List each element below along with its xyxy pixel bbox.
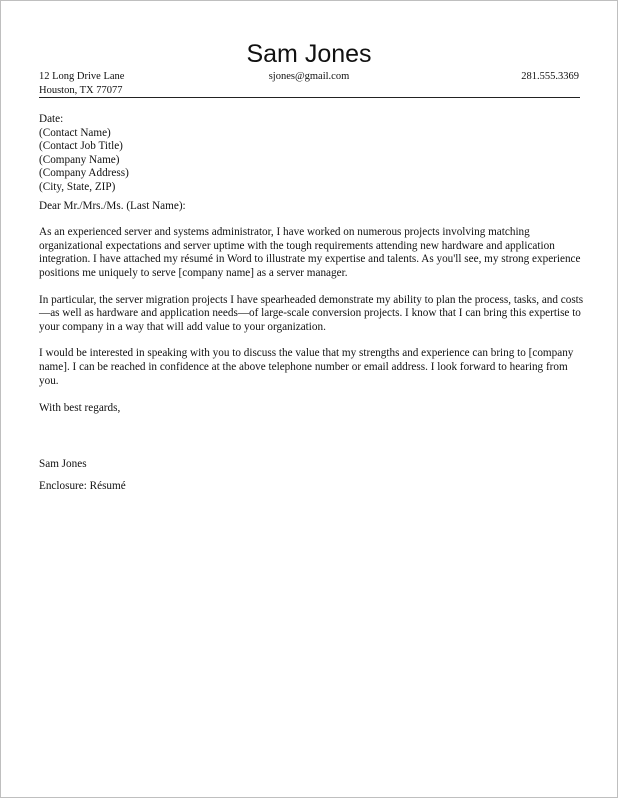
sender-name: Sam Jones <box>246 40 372 68</box>
email-address: sjones@gmail.com <box>268 71 350 82</box>
letter-body <box>39 113 584 494</box>
date-label: Date: <box>39 113 64 125</box>
recipient-contact-name: (Contact Name) <box>39 126 111 139</box>
body-paragraph-3: I would be interested in speaking with you to discuss the value that my strengths and experience can bring to [company name]. I can be reached in confidence at the above telephone number or email address. I look forward to hearing from you. <box>39 347 574 387</box>
body-paragraph-1: As an experienced server and systems administrator, I have worked on numerous projects involving matching organizational expectations and server uptime with the tough requirements attending new hardware and application integration. I have attached my résumé in Word to illustrate my expertise and talents. As you'll see, my strong experience positions me uniquely to serve [company name] as a server manager. <box>39 226 581 279</box>
signature-name: Sam Jones <box>39 457 87 470</box>
recipient-company-name: (Company Name) <box>39 153 120 166</box>
body-paragraph-2: In particular, the server migration projects I have spearheaded demonstrate my ability to plan the process, tasks, and costs—as well as hardware and application needs—of large-scale conversion projects. I know that I can bring this expertise to your company in a way that will add value to your organization. <box>39 293 584 333</box>
closing: With best regards, <box>39 402 121 415</box>
phone-number: 281.555.3369 <box>521 71 579 82</box>
header-divider <box>39 97 580 98</box>
enclosure-note: Enclosure: Résumé <box>39 480 126 493</box>
address-line-1: 12 Long Drive Lane <box>39 71 125 82</box>
recipient-block <box>39 127 584 195</box>
address-line-2: Houston, TX 77077 <box>39 85 123 96</box>
recipient-job-title: (Contact Job Title) <box>39 140 123 153</box>
recipient-company-address: (Company Address) <box>39 167 129 180</box>
recipient-city-state-zip: (City, State, ZIP) <box>39 180 116 193</box>
salutation: Dear Mr./Mrs./Ms. (Last Name): <box>39 199 186 212</box>
